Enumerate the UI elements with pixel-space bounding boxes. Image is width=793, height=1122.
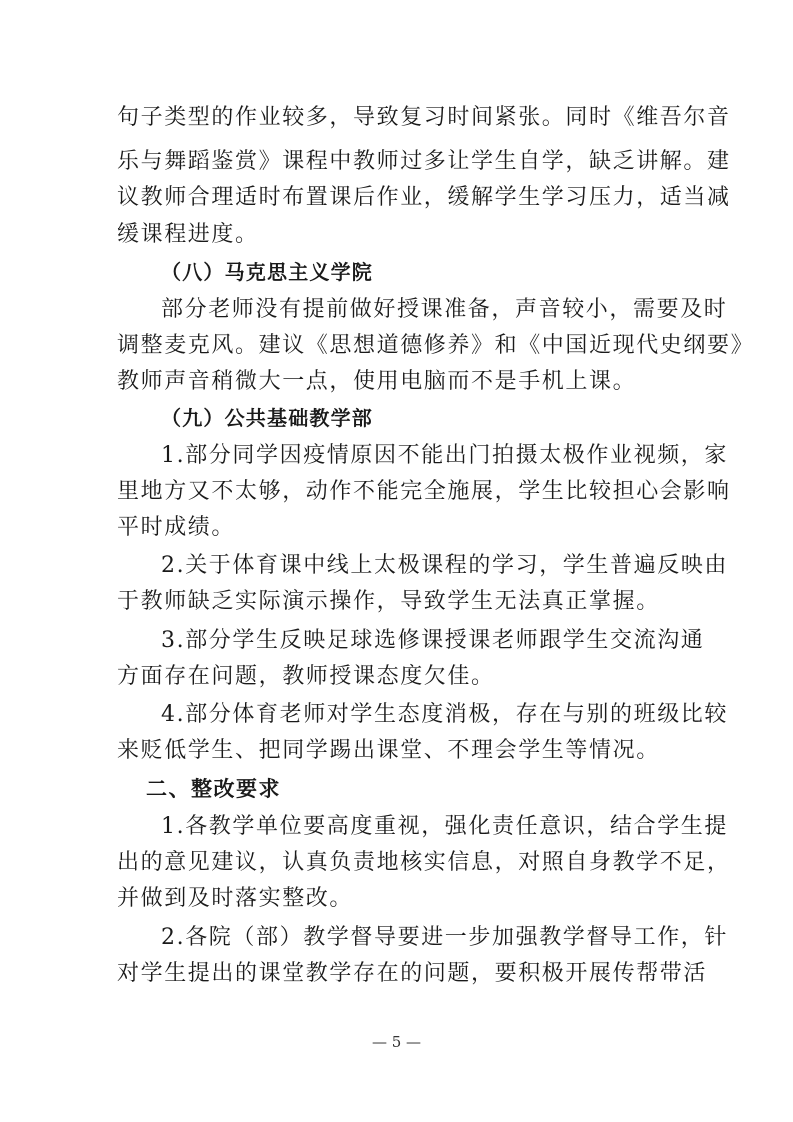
list-item-line: 1.部分同学因疫情原因不能出门拍摄太极作业视频，家 <box>161 443 728 468</box>
paragraph-line: 乐与舞蹈鉴赏》课程中教师过多让学生自学，缺乏讲解。建 <box>117 149 731 174</box>
paragraph-line: 部分老师没有提前做好授课准备，声音较小，需要及时 <box>161 297 728 322</box>
paragraph-line: 教师声音稍微大一点，使用电脑而不是手机上课。 <box>117 369 637 394</box>
list-item-line: 2.关于体育课中线上太极课程的学习，学生普遍反映由 <box>161 553 728 578</box>
list-item-line: 3.部分学生反映足球选修课授课老师跟学生交流沟通 <box>161 628 705 653</box>
list-item-line: 并做到及时落实整改。 <box>117 886 354 911</box>
list-item-line: 1.各教学单位要高度重视，强化责任意识，结合学生提 <box>161 814 728 839</box>
list-item-line: 方面存在问题，教师授课态度欠佳。 <box>117 664 495 689</box>
list-item-line: 平时成绩。 <box>117 515 236 540</box>
list-item-line: 来贬低学生、把同学踢出课堂、不理会学生等情况。 <box>117 738 660 763</box>
paragraph-line: 调整麦克风。建议《思想道德修养》和《中国近现代史纲要》 <box>117 333 755 358</box>
section-heading-rectification: 二、整改要求 <box>146 777 281 801</box>
list-item-line: 对学生提出的课堂教学存在的问题，要积极开展传帮带活 <box>117 961 708 986</box>
paragraph-line: 议教师合理适时布置课后作业，缓解学生学习压力，适当减 <box>117 185 731 210</box>
list-item-line: 里地方又不太够，动作不能完全施展，学生比较担心会影响 <box>117 479 731 504</box>
list-item-line: 4.部分体育老师对学生态度消极，存在与别的班级比较 <box>161 702 728 727</box>
list-item-line: 出的意见建议，认真负责地核实信息，对照自身教学不足， <box>117 850 731 875</box>
section-heading-public-basic-dept: （九）公共基础教学部 <box>161 406 373 430</box>
paragraph-line: 句子类型的作业较多，导致复习时间紧张。同时《维吾尔音 <box>117 105 731 130</box>
page-number: — 5 — <box>371 1033 422 1051</box>
list-item-line: 于教师缺乏实际演示操作，导致学生无法真正掌握。 <box>117 589 660 614</box>
section-heading-marxism-college: （八）马克思主义学院 <box>161 260 373 284</box>
paragraph-line: 缓课程进度。 <box>117 222 259 247</box>
list-item-line: 2.各院（部）教学督导要进一步加强教学督导工作，针 <box>161 925 728 950</box>
